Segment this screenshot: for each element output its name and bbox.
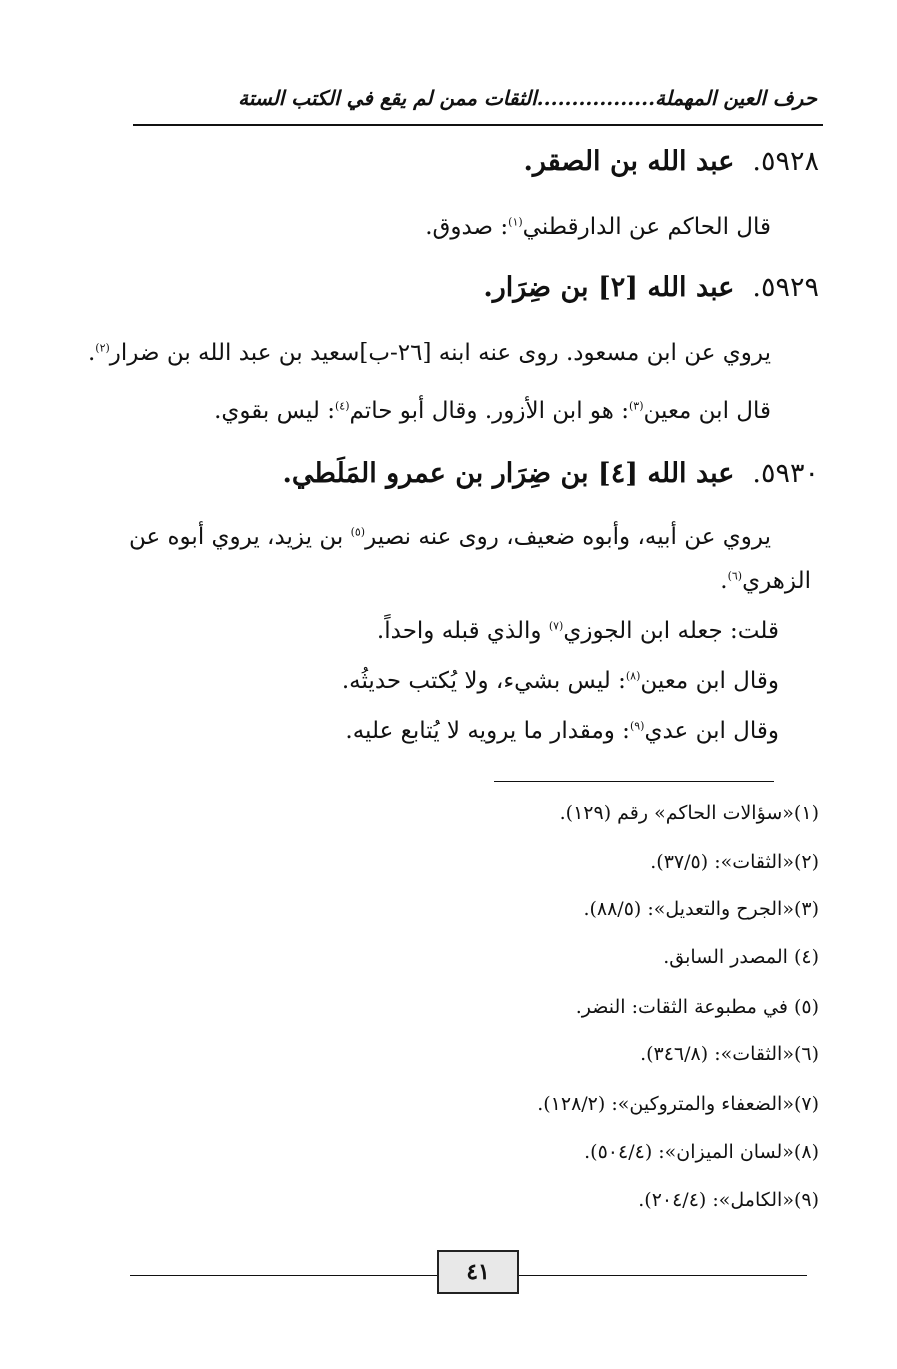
paragraph: يروي عن أبيه، وأبوه ضعيف، روى عنه نصير$^{(٥)}$ بن يزيد، يروي أبوه عن [128, 524, 771, 550]
entry-heading [282, 458, 819, 489]
paragraph: قال ابن معين$^{(٣)}$: هو ابن الأزور. وقال أبو حاتم$^{(٤)}$: ليس بقوي. [214, 398, 771, 424]
footnote: (٩)«الكامل»: (٢٠٤/٤). [638, 1189, 819, 1211]
page-number-text: ٤١ [466, 1259, 490, 1285]
bottom-rule-left [130, 1275, 437, 1276]
footnote: (٥) في مطبوعة الثقات: النضر. [575, 996, 819, 1018]
footnote: (٨)«لسان الميزان»: (٥٠٤/٤). [584, 1141, 819, 1163]
footnote-ref[interactable]: (٦) [727, 569, 743, 583]
entry-heading [483, 272, 819, 303]
footnote: (٦)«الثقات»: (٣٤٦/٨). [640, 1043, 819, 1065]
entry-name: عبد الله بن الصقر. [523, 146, 735, 177]
footnote-ref[interactable]: (٣) [628, 399, 644, 413]
entry-number: ٥٩٢٩. [752, 272, 819, 303]
footnote-ref[interactable]: (٢) [95, 341, 110, 355]
bottom-rule-right [517, 1275, 807, 1276]
footnote-ref[interactable]: (٩) [629, 719, 645, 733]
page-number [437, 1250, 519, 1294]
paragraph: قلت: جعله ابن الجوزي$^{(٧)}$ والذي قبله واحداً. [376, 618, 779, 644]
entry-heading [523, 146, 819, 177]
paragraph: وقال ابن معين$^{(٨)}$: ليس بشيء، ولا يُكتب حديثُه. [341, 668, 779, 694]
footnote: (١)«سؤالات الحاكم» رقم (١٢٩). [559, 802, 819, 824]
footnote-ref[interactable]: (٨) [625, 669, 641, 683]
paragraph: قال الحاكم عن الدارقطني$^{(١)}$: صدوق. [425, 214, 771, 240]
paragraph: وقال ابن عدي$^{(٩)}$: ومقدار ما يرويه لا يُتابع عليه. [345, 718, 779, 744]
footnote-ref[interactable]: (٧) [548, 619, 564, 633]
footnote-ref[interactable]: (٤) [334, 399, 350, 413]
footnote: (٤) المصدر السابق. [663, 946, 819, 968]
footnote: (٣)«الجرح والتعديل»: (٨٨/٥). [583, 898, 819, 920]
footnote-divider [494, 781, 774, 782]
footnote-ref[interactable]: (١) [508, 215, 523, 229]
entry-name: عبد الله [٤] بن ضِرَار بن عمرو المَلَطي. [282, 458, 735, 489]
entry-number: ٥٩٣٠. [752, 458, 819, 489]
footnote-ref[interactable]: (٥) [350, 525, 366, 539]
header-divider [133, 124, 823, 126]
footnote: (٢)«الثقات»: (٣٧/٥). [650, 851, 819, 873]
entry-name: عبد الله [٢] بن ضِرَار. [483, 272, 735, 303]
running-header: حرف العين المهملة.................الثقات ممن لم يقع في الكتب الستة [238, 86, 817, 110]
paragraph: يروي عن ابن مسعود. روى عنه ابنه [٢٦-ب]سعيد بن عبد الله بن ضرار$^{(٢)}$. [87, 340, 771, 366]
entry-number: ٥٩٢٨. [752, 146, 819, 177]
footnote: (٧)«الضعفاء والمتروكين»: (١٢٨/٢). [537, 1093, 819, 1115]
paragraph-continuation: الزهري$^{(٦)}$. [720, 568, 811, 594]
